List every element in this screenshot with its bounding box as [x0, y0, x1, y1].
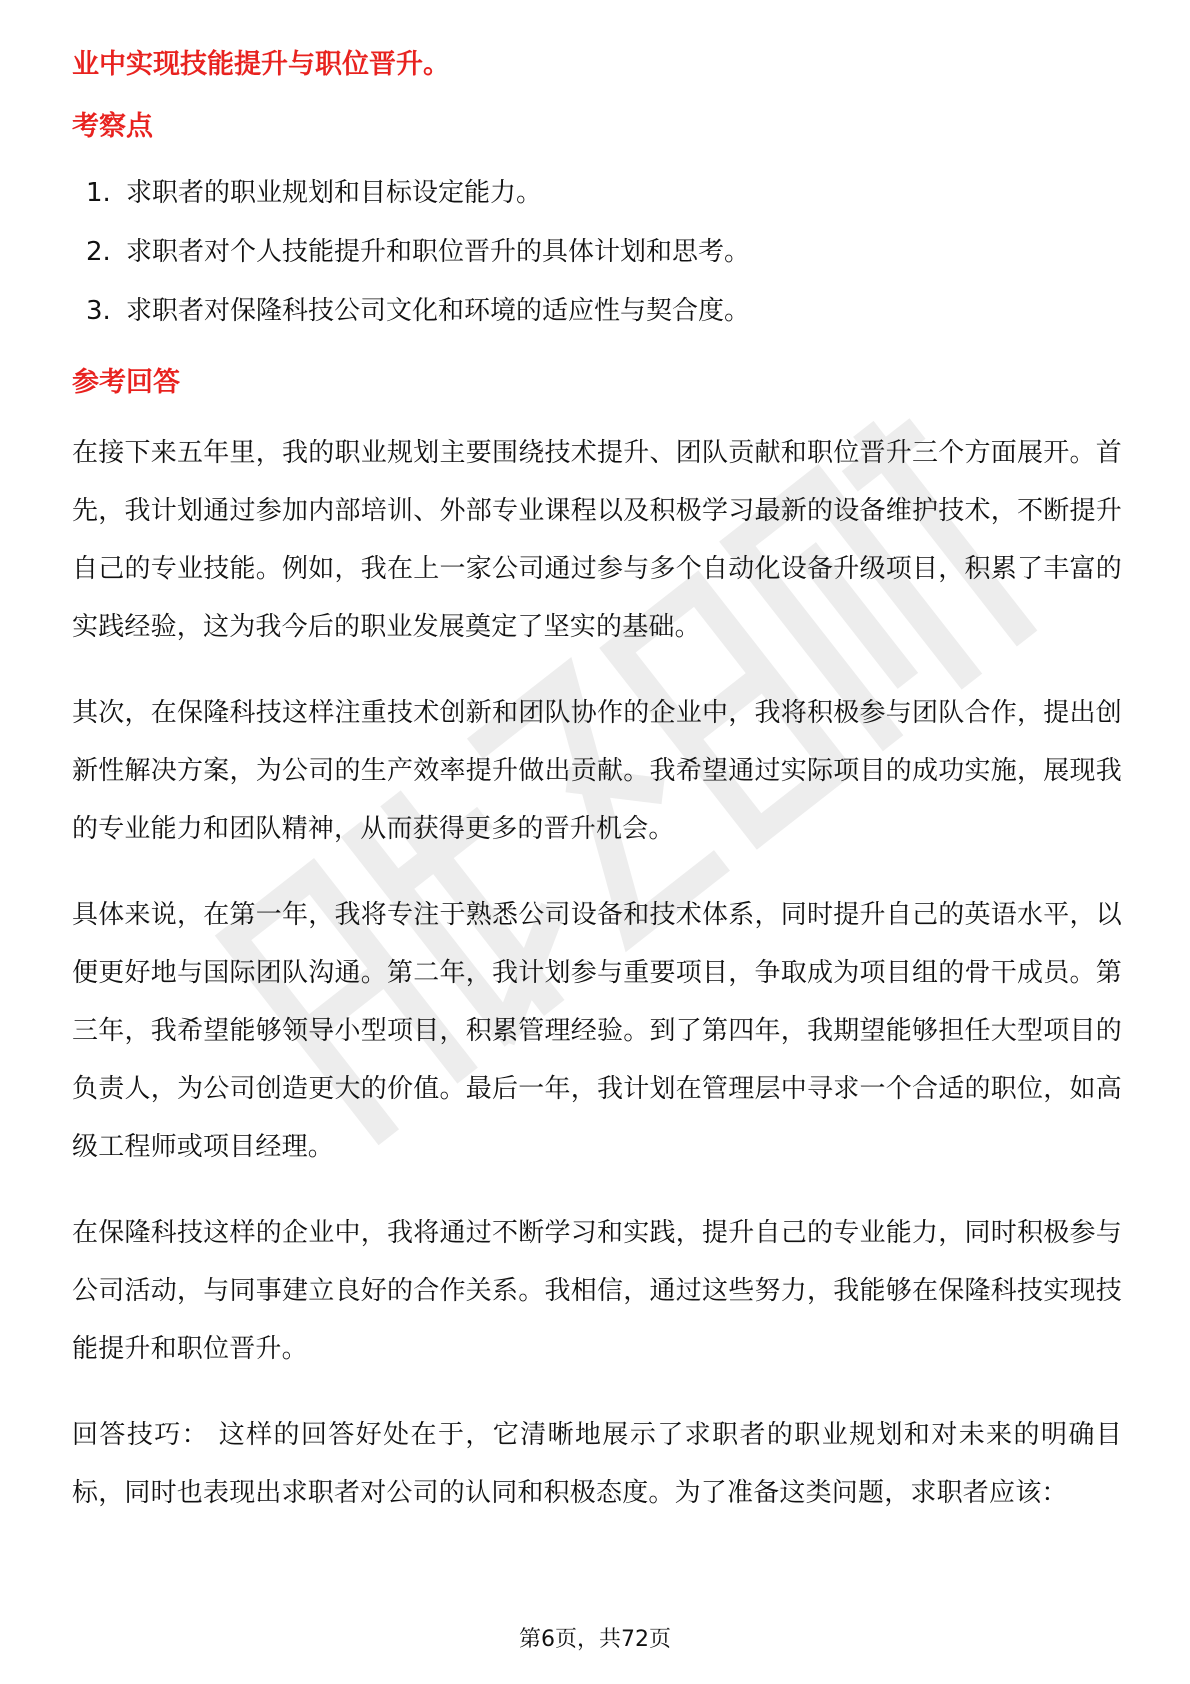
- document-content: [72, 46, 1122, 1550]
- lead-heading: 业中实现技能提升与职位晋升。: [72, 49, 450, 80]
- points-list: [72, 174, 1122, 330]
- list-item-number: 3.: [86, 296, 111, 326]
- answer-paragraph: 在接下来五年里，我的职业规划主要围绕技术提升、团队贡献和职位晋升三个方面展开。首先，我计划通过参加内部培训、外部专业课程以及积极学习最新的设备维护技术，不断提升自己的专业技能。例如，我在上一家公司通过参与多个自动化设备升级项目，积累了丰富的实践经验，这为我今后的职业发展奠定了坚实的基础。: [72, 438, 1122, 642]
- answer-tips-paragraph: 回答技巧： 这样的回答好处在于，它清晰地展示了求职者的职业规划和对未来的明确目标，同时也表现出求职者对公司的认同和积极态度。为了准备这类问题，求职者应该：: [72, 1420, 1122, 1508]
- answer-paragraph: 具体来说，在第一年，我将专注于熟悉公司设备和技术体系，同时提升自己的英语水平，以便更好地与国际团队沟通。第二年，我计划参与重要项目，争取成为项目组的骨干成员。第三年，我希望能够领导小型项目，积累管理经验。到了第四年，我期望能够担任大型项目的负责人，为公司创造更大的价值。最后一年，我计划在管理层中寻求一个合适的职位，如高级工程师或项目经理。: [72, 900, 1122, 1162]
- list-item-number: 1.: [86, 178, 111, 208]
- section-title-answer: 参考回答: [72, 367, 180, 398]
- list-item: [72, 292, 1122, 330]
- answer-paragraph: 其次，在保隆科技这样注重技术创新和团队协作的企业中，我将积极参与团队合作，提出创新性解决方案，为公司的生产效率提升做出贡献。我希望通过实际项目的成功实施，展现我的专业能力和团队精神，从而获得更多的晋升机会。: [72, 698, 1122, 844]
- page-number-footer: 第6页，共72页: [519, 1627, 671, 1652]
- list-item-text: 求职者对个人技能提升和职位晋升的具体计划和思考。: [126, 237, 751, 267]
- list-item-text: 求职者的职业规划和目标设定能力。: [126, 178, 543, 208]
- list-item-number: 2.: [86, 237, 111, 267]
- list-item: [72, 174, 1122, 212]
- list-item: [72, 233, 1122, 271]
- answer-paragraph: 在保隆科技这样的企业中，我将通过不断学习和实践，提升自己的专业能力，同时积极参与公司活动，与同事建立良好的合作关系。我相信，通过这些努力，我能够在保隆科技实现技能提升和职位晋升。: [72, 1218, 1122, 1364]
- section-title-points: 考察点: [72, 111, 153, 142]
- list-item-text: 求职者对保隆科技公司文化和环境的适应性与契合度。: [126, 296, 751, 326]
